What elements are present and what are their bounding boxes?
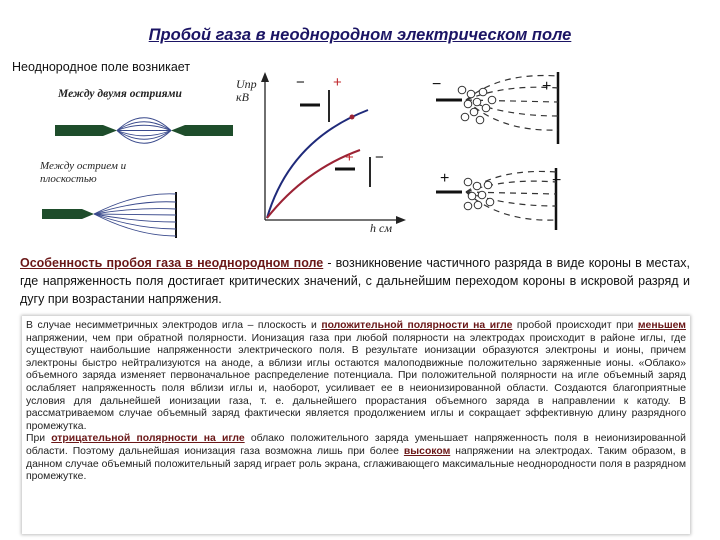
minus-sign: −: [375, 149, 384, 166]
right-electrode: [185, 125, 233, 136]
ion-charge: [464, 202, 472, 210]
y-axis-arrow: [261, 72, 269, 82]
plus-sign: +: [542, 78, 552, 95]
highlight-lower: меньшем: [637, 320, 686, 331]
feature-text: - возникновение частичного разряда в виде короны в местах, где напряженность поля достигает критических значений, с дальнейшим переходом короны в искровой разряд и дугу при возрастании напряжения.: [20, 256, 690, 306]
marker-dot-upper: [350, 115, 355, 120]
field-line: [117, 131, 171, 144]
feature-term: Особенность пробоя газа в неоднородном поле: [20, 256, 324, 270]
ion-charge: [486, 198, 494, 206]
label-point-plane: Между острием и плоскостью: [40, 160, 127, 185]
explanation-box: [22, 316, 690, 534]
field-line: [94, 209, 176, 214]
plus-sign: +: [333, 74, 342, 91]
minus-sign: −: [432, 76, 442, 93]
ion-charge: [478, 191, 486, 199]
ion-charge: [479, 88, 487, 96]
minus-sign: −: [296, 74, 305, 91]
y-axis-label: Uпр кВ: [236, 77, 257, 104]
plus-sign: +: [345, 149, 354, 166]
minus-sign: −: [552, 172, 562, 189]
breakdown-voltage-graph: [250, 70, 410, 240]
space-charge-negative-needle: [430, 72, 580, 152]
needle-tip: [82, 209, 94, 219]
paragraph-negative: При отрицательной полярности на игле облако положительного заряда уменьшает напряженность поля в неионизированной области. Поэтому дальнейшая ионизация газа возможна лишь при более высоком напряжении на электродах. Таким образом, в данном случае объемный положительный заряд играет роль экрана, сглаживающего максимальные неоднородности поля в разрядном промежутке.: [26, 433, 686, 483]
highlight-positive-polarity: положительной полярности на игле: [321, 320, 513, 331]
two-points-diagram: [55, 105, 235, 155]
ion-charge: [473, 182, 481, 190]
ion-charge: [467, 90, 475, 98]
paragraph-positive: В случае несимметричных электродов игла – плоскость и положительной полярности на игле пробой происходит при меньшем напряжении, чем при обратной полярности. Ионизация газа при любой полярности на электродах происходит в районе иглы, где существуют наибольшие напряженности электрического поля. В результате ионизации образуются электроны и ионы, причем электроны быстро нейтрализуются на аноде, а вблизи иглы остаются малоподвижные положительно заряженные ионы. «Облако» объемного заряда изменяет первоначальное распределение потенциала. При положительной полярности на игле объемный заряд ослабляет напряженность поля вблизи иглы и, наоборот, усиливает ее в неионизированной области. Создаются благоприятные условия для дальнейшей ионизации газа, т. е. дальнейшего прорастания объемного заряда в направлении к катоду. В рассматриваемом случае объемный заряд фактически является продолжением иглы и сокращает эффективную длину разрядного промежутка.: [26, 320, 686, 432]
page-title: Пробой газа в неоднородном электрическом поле: [148, 26, 572, 44]
label-two-points: Между двумя остриями: [58, 88, 182, 100]
ion-charge: [470, 108, 478, 116]
left-electrode: [55, 125, 103, 136]
ion-charge: [468, 192, 476, 200]
ion-charge: [476, 116, 484, 124]
field-line: [94, 214, 176, 215]
ion-charge: [461, 113, 469, 121]
ion-charge: [484, 181, 492, 189]
highlight-higher: высоком: [403, 445, 451, 457]
left-tip: [103, 125, 117, 136]
ion-charge: [482, 104, 490, 112]
ion-charge: [464, 100, 472, 108]
intro-text: Неоднородное поле возникает: [12, 60, 191, 74]
right-tip: [171, 125, 185, 136]
ion-charge: [474, 201, 482, 209]
ion-charge: [473, 98, 481, 106]
ion-charge: [458, 86, 466, 94]
point-plane-diagram: [42, 190, 202, 250]
x-axis-label: h см: [370, 221, 392, 235]
field-line: [117, 131, 171, 140]
ion-charge: [464, 178, 472, 186]
needle-electrode: [42, 209, 82, 219]
field-line: [117, 118, 171, 131]
field-line: [117, 122, 171, 131]
highlight-negative-polarity: отрицательной полярности на игле: [51, 433, 245, 445]
feature-paragraph: [20, 254, 690, 308]
ion-charge: [488, 96, 496, 104]
plus-sign: +: [440, 170, 450, 187]
x-axis-arrow: [396, 216, 406, 224]
